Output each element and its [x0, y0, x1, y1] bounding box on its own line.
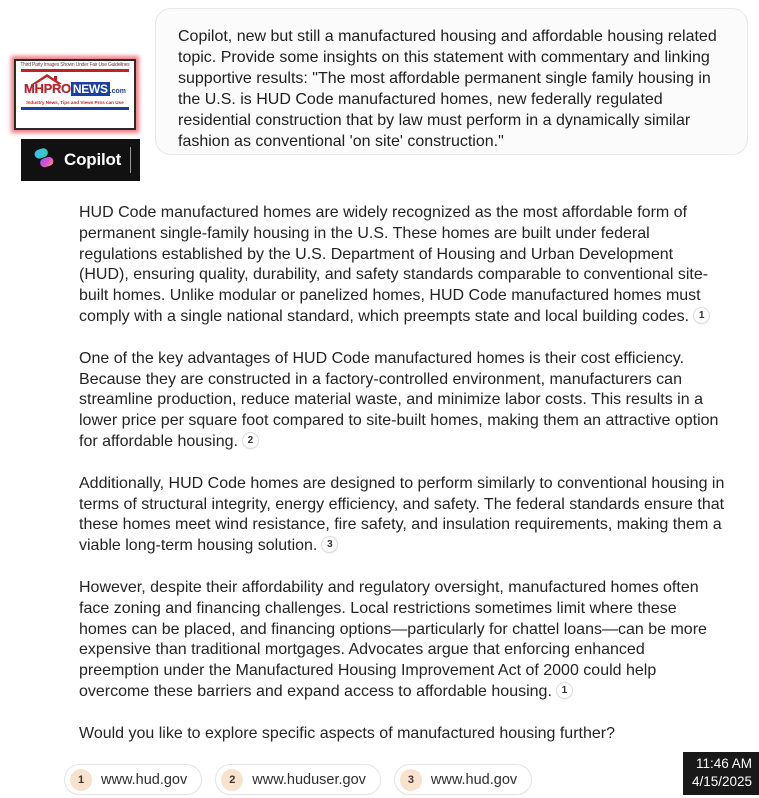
paragraph-text: However, despite their affordability and regulatory oversight, manufactured homes often face zoning and financing challenges. Local restrictions sometimes limit where these homes can be placed, and financing options—particularly for chattel loans—can be more expensive than traditional mortgages. Advocates argue that enforcing enhanced preemption under the Manufactured Housing Improvement Act of 2000 could help overcome these barriers and expand access to affordable housing.: [79, 578, 707, 700]
response-paragraph: [79, 578, 727, 703]
citation-pill-3[interactable]: [394, 764, 532, 795]
user-message-bubble: [155, 8, 748, 155]
mhpronews-logo: [14, 59, 136, 130]
citation-number-badge: 2: [221, 769, 243, 791]
inline-citation-2[interactable]: 2: [242, 432, 259, 449]
timestamp-time: 11:46 AM: [695, 756, 752, 771]
citation-url: www.hud.gov: [101, 771, 188, 788]
logo-blue-bar: [21, 107, 129, 110]
fair-use-caption: Third Party Images Shown Under Fair Use Guidelines: [20, 62, 130, 68]
inline-citation-4[interactable]: 1: [556, 682, 573, 699]
closing-question: Would you like to explore specific aspects of manufactured housing further?: [79, 724, 615, 742]
logo-news-text: NEWS: [72, 82, 108, 96]
text-cursor: [130, 147, 131, 173]
citation-pills-row: [64, 764, 532, 795]
assistant-response: [79, 203, 727, 745]
timestamp-date: 4/15/2025: [691, 774, 752, 790]
logo-wordmark: [18, 80, 132, 98]
logo-com-text: .com: [109, 88, 127, 95]
copilot-badge: [21, 139, 140, 181]
citation-pill-1[interactable]: [64, 764, 202, 795]
citation-number-badge: 3: [400, 769, 422, 791]
paragraph-text: Additionally, HUD Code homes are designed to perform similarly to conventional housing in terms of structural integrity, energy efficiency, and safety. The federal standards ensure that these homes meet wind resistance, fire safety, and insulation requirements, making them a viable long-term housing solution.: [79, 474, 725, 555]
paragraph-text: One of the key advantages of HUD Code manufactured homes is their cost efficiency. Because they are constructed in a factory-controlled environment, manufacturers can streamline production, reduce material waste, and minimize labor costs. This results in a lower price per square foot compared to site-built homes, making them an attractive option for affordable housing.: [79, 349, 719, 450]
paragraph-text: HUD Code manufactured homes are widely recognized as the most affordable form of permanent single-family housing in the U.S. These homes are built under federal regulations established by the U.S. Department of Housing and Urban Development (HUD), ensuring quality, durability, and safety standards comparable to conventional site-built homes. Unlike modular or panelized homes, HUD Code manufactured homes must comply with a single national standard, which preempts state and local building codes.: [79, 204, 709, 325]
copilot-label: Copilot: [64, 150, 122, 169]
inline-citation-1[interactable]: 1: [693, 307, 710, 324]
citation-number-badge: 1: [70, 769, 92, 791]
response-paragraph: [79, 349, 727, 453]
citation-pill-2[interactable]: [215, 764, 381, 795]
house-roof-icon: [32, 72, 62, 90]
response-paragraph: [79, 474, 727, 557]
user-message-text: Copilot, new but still a manufactured housing and affordable housing related topic. Provide some insights on this statement with commentary and linking supportive results: "The most affordable permanent single family housing in the U.S. is HUD Code manufactured homes, new federally regulated residential construction that by law must perform in a dynamically similar fashion as conventional 'on site' construction.": [178, 28, 717, 150]
logo-tagline: Industry News, Tips and Views Pros can Use: [26, 100, 124, 105]
citation-url: www.hud.gov: [430, 771, 518, 788]
copilot-icon: [32, 146, 56, 175]
logo-mhpro-text: MHPRO: [23, 81, 71, 96]
response-paragraph: [79, 203, 727, 328]
citation-url: www.huduser.gov: [252, 771, 366, 788]
timestamp-watermark: [683, 752, 759, 795]
inline-citation-3[interactable]: 3: [321, 536, 338, 553]
